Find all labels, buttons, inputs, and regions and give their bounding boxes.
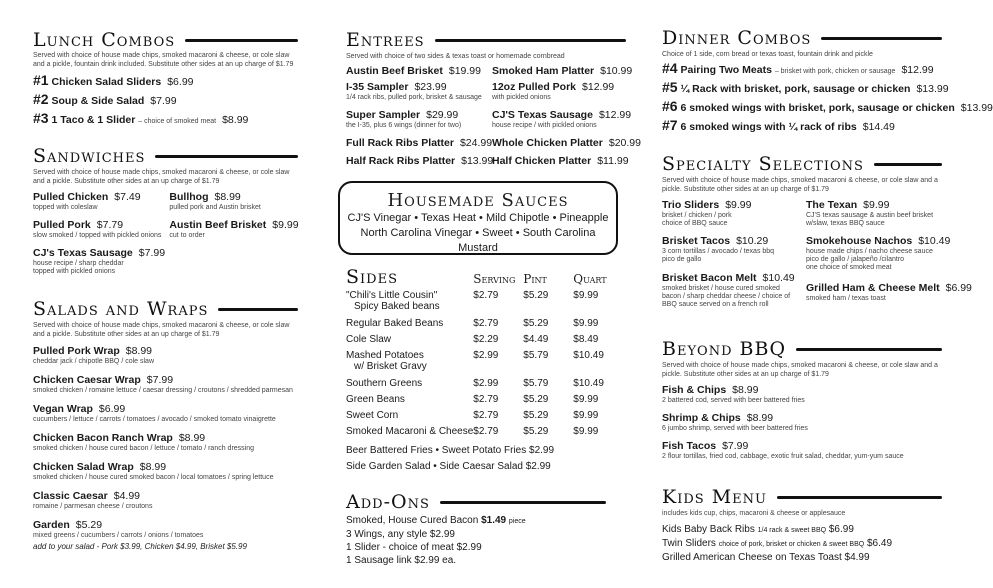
table-row: Sweet Corn $2.79 $5.29 $9.99	[346, 410, 599, 421]
section-title: Entrees	[346, 28, 626, 52]
table-row: "Chili's Little Cousin" Spicy Baked beans $2.79 $5.29 $9.99	[346, 290, 599, 312]
menu-item: Chicken Salad Wrap $8.99 smoked chicken / house cured smoked bacon / local tomatoes / spring lettuce	[33, 461, 274, 481]
section-title: Add-Ons	[346, 490, 606, 514]
menu-item: Pulled Chicken $7.49 topped with coleslaw	[33, 191, 141, 211]
column-middle	[346, 0, 641, 588]
salad-addon-note: add to your salad - Pork $3.99, Chicken $4.99, Brisket $5.99	[33, 542, 247, 551]
section-description: Served with choice of house made chips, smoked macaroni & cheese, or cole slaw and a pickle, fountain drink included. Substitute other sides at an up charge of $1.79	[33, 52, 294, 68]
column-right	[662, 0, 993, 588]
sides-table	[346, 266, 623, 442]
menu-item: The Texan $9.99 CJ'S texas sausage & austin beef brisket w/slaw, texas BBQ sauce	[806, 199, 934, 227]
menu-item: 12oz Pulled Pork $12.99 with pickled onions	[492, 81, 615, 101]
section-title: Sides	[346, 266, 398, 288]
section-title: Lunch Combos	[33, 28, 298, 52]
section-title: Kids Menu	[662, 485, 942, 509]
menu-item: #2 Soup & Side Salad $7.99	[33, 91, 177, 107]
title-rule	[435, 39, 626, 42]
table-row: Cole Slaw $2.29 $4.49 $8.49	[346, 334, 599, 345]
entrees-section	[346, 28, 641, 168]
section-description: Served with choice of two sides & texas toast or homemade cornbread	[346, 53, 565, 60]
section-description: Served with choice of house made chips, smoked macaroni & cheese, or cole slaw and a pickle. Substitute other sides at an up charge of $1.79	[662, 177, 938, 193]
section-description: Served with choice of house made chips, smoked macaroni & cheese, or cole slaw and a pickle. Substitute other sides at an up charge of $1.79	[33, 322, 290, 338]
title-rule	[874, 163, 942, 166]
table-row: Smoked Macaroni & Cheese $2.79 $5.29 $9.99	[346, 426, 599, 437]
beyond-bbq-section	[662, 337, 942, 461]
menu-item: CJ'S Texas Sausage $12.99 house recipe / with pickled onions	[492, 109, 632, 129]
menu-item: Half Rack Ribs Platter $13.99	[346, 155, 494, 167]
section-title: Salads and Wraps	[33, 297, 298, 321]
specialty-section	[662, 152, 972, 309]
section-description: Choice of 1 side, corn bread or texas toast, fountain drink and pickle	[662, 51, 873, 58]
menu-item: Half Chicken Platter $11.99	[492, 155, 629, 167]
menu-item: Vegan Wrap $6.99 cucumbers / lettuce / carrots / tomatoes / avocado / smoked tomato vinaigrette	[33, 403, 276, 423]
sandwiches-section	[33, 144, 298, 276]
addon-item: Smoked, House Cured Bacon $1.49 piece	[346, 515, 526, 526]
menu-item: Shrimp & Chips $8.99 6 jumbo shrimp, served with beer battered fries	[662, 412, 808, 432]
col-header-pint: Pint	[523, 272, 547, 286]
col-header-quart: Quart	[573, 272, 607, 286]
addons-section	[346, 490, 626, 567]
sides-title-cell	[346, 266, 473, 290]
title-rule	[796, 348, 942, 351]
table-row: Southern Greens $2.99 $5.79 $10.49	[346, 378, 604, 389]
menu-item: Classic Caesar $4.99 romaine / parmesan cheese / croutons	[33, 490, 153, 510]
menu-item: #6 6 smoked wings with brisket, pork, sausage or chicken $13.99	[662, 98, 993, 114]
title-rule	[155, 155, 298, 158]
kids-menu-section	[662, 485, 942, 564]
addon-item: 1 Slider - choice of meat $2.99	[346, 542, 482, 553]
menu-item: Fish Tacos $7.99 2 flour tortillas, fried cod, cabbage, exotic fruit salad, cheddar, yum-yum sauce	[662, 440, 904, 460]
sauces-line-2: North Carolina Vinegar • Sweet • South Carolina Mustard	[360, 227, 596, 254]
addon-item: 3 Wings, any style $2.99	[346, 529, 455, 540]
sides-extra-salads: Side Garden Salad • Side Caesar Salad $2.99	[346, 461, 551, 472]
title-rule	[185, 39, 298, 42]
menu-item: Grilled Ham & Cheese Melt $6.99 smoked ham / texas toast	[806, 282, 972, 302]
menu-item: Whole Chicken Platter $20.99	[492, 137, 641, 149]
menu-item: Brisket Bacon Melt $10.49 smoked brisket / house cured smoked bacon / sharp cheddar cheese / choice of BBQ sauce served on a french roll	[662, 272, 795, 308]
menu-item: Full Rack Ribs Platter $24.99	[346, 137, 493, 149]
section-description: includes kids cup, chips, macaroni & cheese or applesauce	[662, 510, 846, 517]
menu-item: #1 Chicken Salad Sliders $6.99	[33, 72, 194, 88]
sides-section	[346, 266, 626, 473]
menu-item: CJ's Texas Sausage $7.99 house recipe / sharp cheddar topped with pickled onions	[33, 247, 166, 275]
sauces-title: Housemade Sauces	[387, 190, 569, 211]
menu-item: #5 ¼ Rack with brisket, pork, sausage or chicken $13.99	[662, 79, 949, 95]
menu-item: #3 1 Taco & 1 Slider – choice of smoked meat $8.99	[33, 110, 249, 126]
menu-item: Super Sampler $29.99 the I-35, plus 6 wings (dinner for two)	[346, 109, 462, 129]
title-rule	[440, 501, 606, 504]
menu-item: I-35 Sampler $23.99 1/4 rack ribs, pulled pork, brisket & sausage	[346, 81, 482, 101]
menu-item: Smokehouse Nachos $10.49 house made chips / nacho cheese sauce pico de gallo / jalapeño /cilantro one choice of smoked meat	[806, 235, 951, 271]
menu-item: Austin Beef Brisket $9.99 cut to order	[169, 219, 299, 239]
menu-item: Pulled Pork Wrap $8.99 cheddar jack / chipotle BBQ / cole slaw	[33, 345, 155, 365]
table-row: Regular Baked Beans $2.79 $5.29 $9.99	[346, 318, 599, 329]
menu-item: Fish & Chips $8.99 2 battered cod, served with beer battered fries	[662, 384, 805, 404]
menu-item: Trio Sliders $9.99 brisket / chicken / pork choice of BBQ sauce	[662, 199, 752, 227]
dinner-combos-section	[662, 26, 993, 138]
sides-extra-fries: Beer Battered Fries • Sweet Potato Fries $2.99	[346, 445, 555, 456]
menu-item: Chicken Caesar Wrap $7.99 smoked chicken / romaine lettuce / caesar dressing / croutons / shredded parmesan	[33, 374, 293, 394]
menu-item: Twin Sliders choice of pork, brisket or chicken & sweet BBQ $6.49	[662, 538, 893, 549]
table-row: Mashed Potatoes w/ Brisket Gravy $2.99 $5.79 $10.49	[346, 350, 604, 372]
table-row: Green Beans $2.79 $5.29 $9.99	[346, 394, 599, 405]
title-rule	[777, 496, 942, 499]
section-description: Served with choice of house made chips, smoked macaroni & cheese, or cole slaw and a pickle. Substitute other sides at an up charge of $1.79	[662, 362, 938, 378]
section-description: Served with choice of house made chips, smoked macaroni & cheese, or cole slaw and a pickle. Substitute other sides at an up charge of $1.79	[33, 169, 290, 185]
section-title: Beyond BBQ	[662, 337, 942, 361]
title-rule	[821, 37, 942, 40]
menu-item: #7 6 smoked wings with ¼ rack of ribs $14.49	[662, 117, 895, 133]
section-title: Sandwiches	[33, 144, 298, 168]
menu-item: Kids Baby Back Ribs 1/4 rack & sweet BBQ $6.99	[662, 524, 854, 535]
menu-item: Chicken Bacon Ranch Wrap $8.99 smoked chicken / house cured bacon / lettuce / tomato / ranch dressing	[33, 432, 255, 452]
title-rule	[218, 308, 298, 311]
section-title: Specialty Selections	[662, 152, 942, 176]
menu-item: #4 Pairing Two Meats – brisket with pork, chicken or sausage $12.99	[662, 60, 934, 76]
addon-item: 1 Sausage link $2.99 ea.	[346, 555, 457, 566]
menu-item: Austin Beef Brisket $19.99	[346, 65, 481, 77]
column-left	[33, 0, 298, 588]
menu-item: Pulled Pork $7.79 slow smoked / topped with pickled onions	[33, 219, 162, 239]
menu-item: Smoked Ham Platter $10.99	[492, 65, 633, 77]
sauces-line-1: CJ'S Vinegar • Texas Heat • Mild Chipotle • Pineapple	[347, 212, 609, 224]
menu-item: Grilled American Cheese on Texas Toast $4.99	[662, 552, 870, 563]
salads-wraps-section	[33, 297, 298, 551]
col-header-serving: Serving	[473, 272, 516, 286]
menu-item: Brisket Tacos $10.29 3 corn tortillas / avocado / texas bbq pico de gallo	[662, 235, 775, 263]
menu-item: Garden $5.29 mixed greens / cucumbers / carrots / onions / tomatoes	[33, 519, 204, 539]
lunch-combos-section	[33, 28, 298, 131]
menu-item: Bullhog $8.99 pulled pork and Austin brisket	[169, 191, 261, 211]
housemade-sauces-box	[338, 181, 618, 255]
section-title: Dinner Combos	[662, 26, 942, 50]
